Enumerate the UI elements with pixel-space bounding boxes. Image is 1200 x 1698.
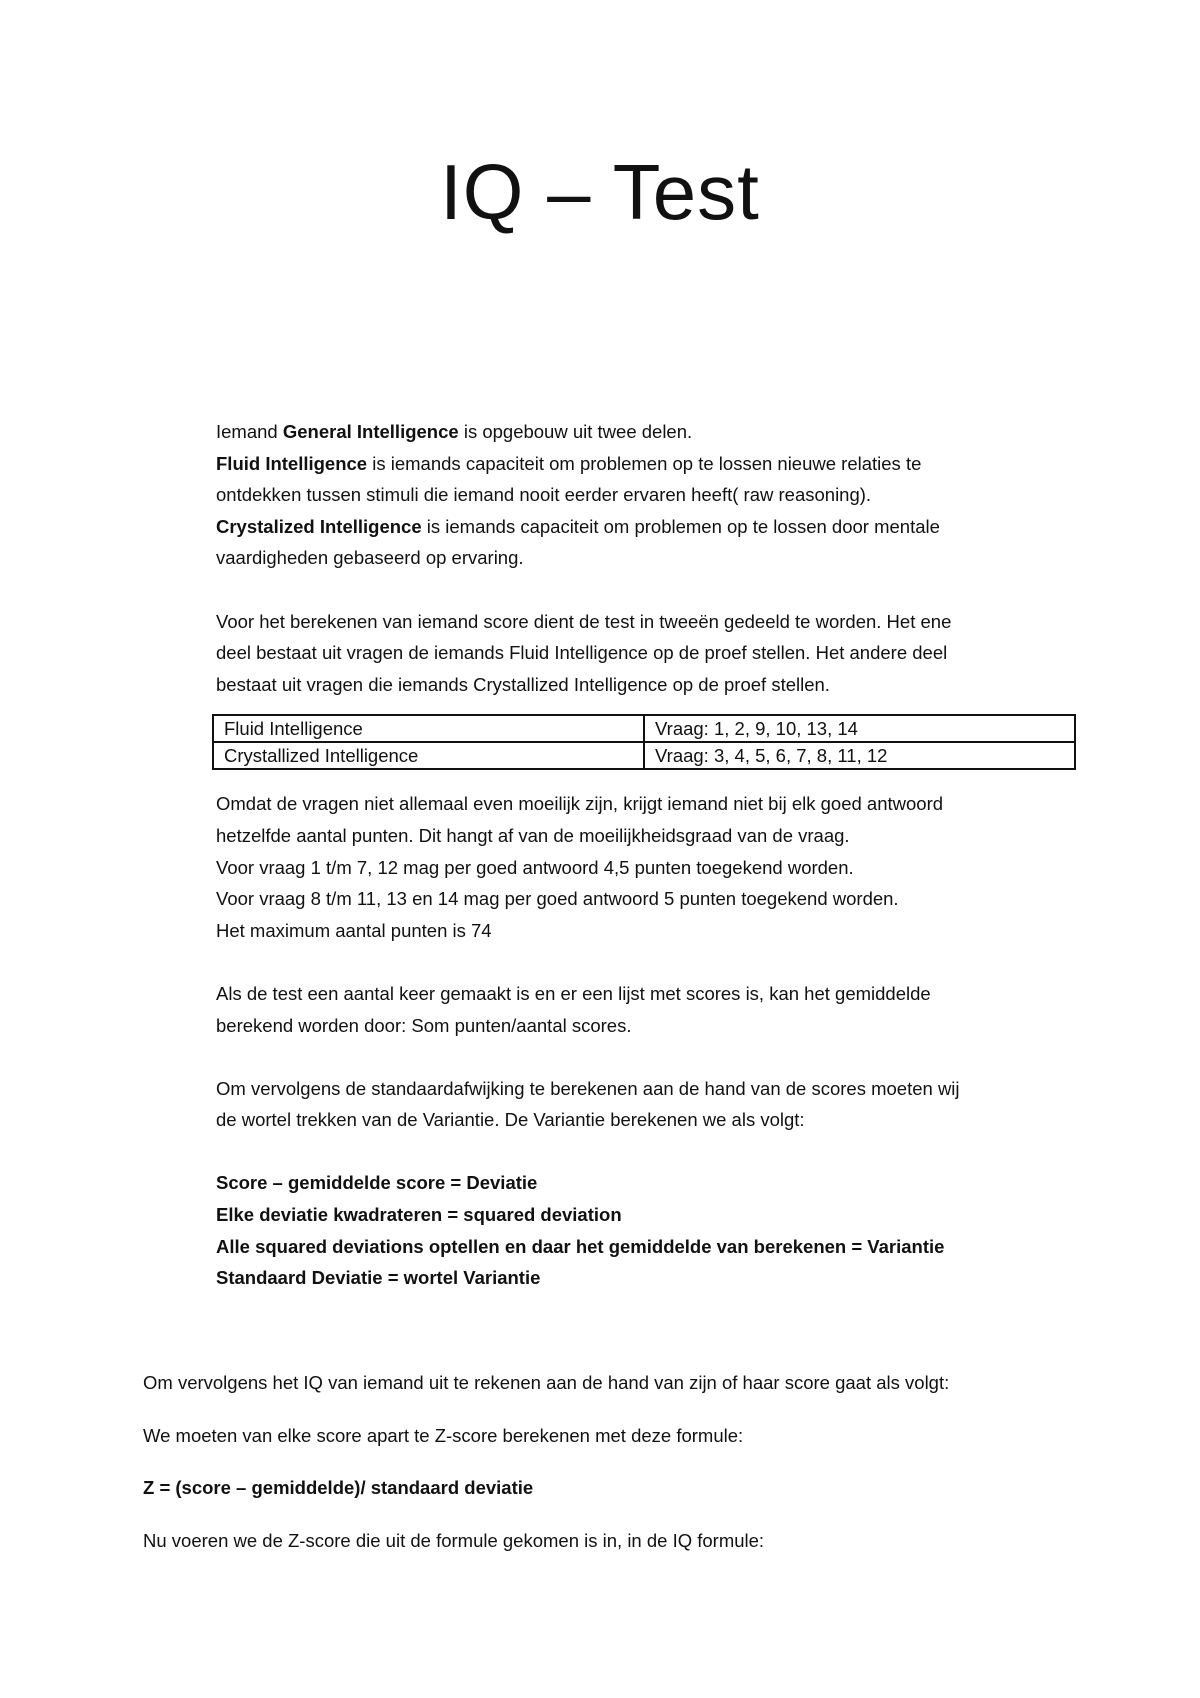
step-line — [216, 1231, 1076, 1263]
mean-line-2: berekend worden door: Som punten/aantal scores. — [216, 1014, 632, 1036]
iq-line-3: Nu voeren we de Z-score die uit de formule gekomen is in, in de IQ formule: — [143, 1529, 765, 1551]
step-text: Alle squared deviations optellen en daar het gemiddelde van berekenen = Variantie — [216, 1235, 945, 1257]
stdev-line-2: de wortel trekken van de Variantie. De Variantie berekenen we als volgt: — [216, 1109, 805, 1131]
step-text: Elke deviatie kwadrateren = squared deviation — [216, 1204, 622, 1226]
table-row — [213, 715, 1075, 742]
spacer — [216, 1041, 1076, 1073]
split-line-1: Voor het berekenen van iemand score dient de test in tweeën gedeeld te worden. Het ene — [216, 610, 952, 632]
spacer — [216, 1136, 1076, 1168]
iq-formula — [143, 1472, 1103, 1504]
text: is iemands capaciteit om problemen op te lossen door mentale — [421, 515, 940, 537]
step-line — [216, 1199, 1076, 1231]
table-cell-label: Fluid Intelligence — [213, 715, 644, 742]
table-cell-label: Crystallized Intelligence — [213, 742, 644, 769]
table-cell-value: Vraag: 3, 4, 5, 6, 7, 8, 11, 12 — [644, 742, 1075, 769]
intro-line-3: ontdekken tussen stimuli die iemand nooit eerder ervaren heeft( raw reasoning). — [216, 484, 872, 506]
step-line — [216, 1167, 1076, 1199]
main-text — [216, 416, 1076, 1294]
iq-line-1: Om vervolgens het IQ van iemand uit te rekenen aan de hand van zijn of haar score gaat als volgt: — [143, 1372, 950, 1393]
spacer — [216, 946, 1076, 978]
intro-line-1 — [216, 416, 1076, 448]
text: is opgebouw uit twee delen. — [458, 421, 693, 442]
intro-line-5: vaardigheden gebaseerd op ervaring. — [216, 547, 524, 569]
points-line-5: Het maximum aantal punten is 74 — [216, 919, 492, 941]
points-line-3: Voor vraag 1 t/m 7, 12 mag per goed antwoord 4,5 punten toegekend worden. — [216, 856, 854, 878]
text: is iemands capaciteit om problemen op te lossen nieuwe relaties te — [367, 452, 922, 474]
split-line-3: bestaat uit vragen die iemands Crystallized Intelligence op de proef stellen. — [216, 673, 830, 695]
document-title: IQ – Test — [440, 148, 760, 236]
iq-section — [143, 1367, 1103, 1577]
mean-line-1: Als de test een aantal keer gemaakt is en er een lijst met scores is, kan het gemiddelde — [216, 982, 931, 1004]
stdev-line-1: Om vervolgens de standaardafwijking te berekenen aan de hand van de scores moeten wij — [216, 1077, 960, 1099]
iq-line-2: We moeten van elke score apart te Z-score berekenen met deze formule: — [143, 1424, 744, 1446]
term-general-intelligence: General Intelligence — [282, 421, 459, 442]
points-line-4: Voor vraag 8 t/m 11, 13 en 14 mag per goed antwoord 5 punten toegekend worden. — [216, 888, 899, 910]
formula-text: Z = (score – gemiddelde)/ standaard deviatie — [143, 1477, 534, 1499]
intro-line-4 — [216, 511, 1076, 543]
text: Iemand — [216, 421, 283, 442]
term-crystalized-intelligence: Crystalized Intelligence — [216, 515, 422, 537]
table-cell-value: Vraag: 1, 2, 9, 10, 13, 14 — [644, 715, 1075, 742]
points-line-1: Omdat de vragen niet allemaal even moeilijk zijn, krijgt iemand niet bij elk goed antwoord — [216, 793, 944, 815]
step-text: Score – gemiddelde score = Deviatie — [216, 1172, 538, 1194]
spacer — [216, 574, 1076, 606]
question-table — [212, 714, 1076, 770]
split-line-2: deel bestaat uit vragen de iemands Fluid Intelligence op de proef stellen. Het andere deel — [216, 642, 948, 664]
step-line — [216, 1262, 1076, 1294]
step-text: Standaard Deviatie = wortel Variantie — [216, 1267, 541, 1289]
table-row — [213, 742, 1075, 769]
points-line-2: hetzelfde aantal punten. Dit hangt af van de moeilijkheidsgraad van de vraag. — [216, 824, 850, 846]
intro-line-2 — [216, 448, 1076, 480]
term-fluid-intelligence: Fluid Intelligence — [216, 452, 368, 474]
